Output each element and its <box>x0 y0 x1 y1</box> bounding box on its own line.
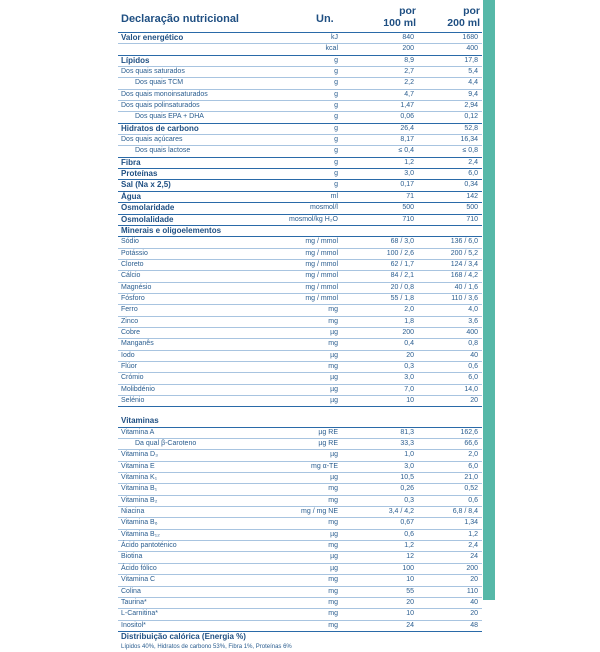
nutrient-unit: g <box>334 136 338 144</box>
nutrient-unit: µg <box>330 553 338 561</box>
table-row <box>118 237 482 248</box>
nutrient-name: Fibra <box>121 157 141 167</box>
value-per-100ml: 2,0 <box>404 306 414 314</box>
value-per-200ml: ≤ 0,8 <box>462 147 478 155</box>
nutrient-unit: mg <box>328 598 338 606</box>
table-row <box>118 507 482 518</box>
nutrient-name: Fósforo <box>121 294 145 302</box>
vitamin-rows <box>118 428 482 632</box>
nutrient-unit: µg RE <box>318 440 338 448</box>
value-per-100ml: 0,4 <box>404 340 414 348</box>
distribution-text: Lípidos 40%, Hidratos de carbono 53%, Fibra 1%, Proteínas 6% <box>121 644 292 651</box>
value-per-200ml: 48 <box>470 621 478 629</box>
table-row <box>118 180 482 191</box>
nutrient-name: Dos quais açúcares <box>121 136 183 144</box>
nutrient-name: Vitamina B₁₂ <box>121 530 160 538</box>
nutrient-unit: g <box>334 102 338 110</box>
nutrient-unit: mg <box>328 621 338 629</box>
nutrient-name: Proteínas <box>121 169 158 179</box>
table-row <box>118 44 482 55</box>
per-100ml-header: por 100 ml <box>383 5 416 29</box>
table-row <box>118 169 482 180</box>
macronutrient-rows <box>118 33 482 226</box>
value-per-100ml: 10 <box>406 576 414 584</box>
table-row <box>118 146 482 157</box>
value-per-100ml: 4,7 <box>404 90 414 98</box>
nutrient-unit: µg <box>330 474 338 482</box>
nutrient-name: Dos quais saturados <box>121 68 185 76</box>
package-edge-stripe <box>483 0 495 600</box>
value-per-100ml: 1,47 <box>400 102 414 110</box>
value-per-200ml: 21,0 <box>464 474 478 482</box>
value-per-200ml: 1680 <box>462 34 478 41</box>
table-row <box>118 112 482 123</box>
value-per-200ml: 9,4 <box>468 90 478 98</box>
nutrient-name: Dos quais polinsaturados <box>121 102 200 110</box>
nutrient-name: Da qual β-Caroteno <box>135 440 197 448</box>
value-per-200ml: 710 <box>466 215 478 223</box>
value-per-200ml: 168 / 4,2 <box>450 272 478 280</box>
distribution-title: Distribuição calórica (Energia %) <box>121 631 246 641</box>
table-row <box>118 192 482 203</box>
nutrient-name: Zinco <box>121 317 139 325</box>
nutrient-name: Niacina <box>121 508 145 516</box>
value-per-100ml: 10 <box>406 610 414 618</box>
table-row <box>118 305 482 316</box>
table-row <box>118 328 482 339</box>
nutrient-name: Iodo <box>121 351 135 359</box>
nutrient-unit: mg <box>328 362 338 370</box>
value-per-200ml: 500 <box>466 204 478 212</box>
table-title: Declaração nutricional <box>121 13 239 25</box>
nutrient-unit: mg <box>328 306 338 314</box>
value-per-200ml: 16,34 <box>460 136 478 144</box>
table-row <box>118 621 482 632</box>
value-per-100ml: 24 <box>406 621 414 629</box>
nutrient-name: Dos quais lactose <box>135 147 191 155</box>
value-per-200ml: 0,8 <box>468 340 478 348</box>
minerals-section-title: Minerais e oligoelementos <box>118 226 482 237</box>
nutrient-name: Cálcio <box>121 272 141 280</box>
nutrient-unit: kcal <box>325 45 338 53</box>
value-per-100ml: 1,2 <box>404 542 414 550</box>
nutrition-table <box>118 6 482 652</box>
nutrient-name: Sódio <box>121 238 139 246</box>
table-row <box>118 33 482 44</box>
nutrient-name: Dos quais monoinsaturados <box>121 90 208 98</box>
vitamins-section-title: Vitaminas <box>118 416 482 427</box>
value-per-200ml: 5,4 <box>468 68 478 76</box>
nutrient-unit: mg / mmol <box>305 294 338 302</box>
nutrient-unit: g <box>334 90 338 98</box>
value-per-200ml: 110 / 3,6 <box>451 294 478 302</box>
value-per-100ml: 84 / 2,1 <box>390 272 414 280</box>
value-per-100ml: 8,9 <box>404 56 414 64</box>
value-per-100ml: 33,3 <box>400 440 414 448</box>
value-per-200ml: 20 <box>470 397 478 404</box>
nutrient-name: Potássio <box>121 249 148 257</box>
value-per-200ml: 6,8 / 8,4 <box>452 508 478 516</box>
value-per-100ml: 1,2 <box>404 158 414 166</box>
table-row <box>118 530 482 541</box>
nutrient-name: Vitamina B₂ <box>121 496 158 504</box>
nutrient-name: Valor energético <box>121 33 184 42</box>
value-per-100ml: 1,0 <box>404 451 414 459</box>
table-row <box>118 496 482 507</box>
nutrient-unit: µg <box>330 397 338 404</box>
value-per-200ml: 200 / 5,2 <box>450 249 478 257</box>
nutrient-unit: µg <box>330 385 338 393</box>
nutrient-name: Colina <box>121 587 141 595</box>
nutrient-name: Ácido pantoténico <box>121 542 177 550</box>
unit-column-header: Un. <box>316 13 334 25</box>
value-per-200ml: 142 <box>466 192 478 200</box>
nutrient-unit: g <box>334 113 338 121</box>
table-row <box>118 203 482 214</box>
nutrient-unit: g <box>334 158 338 166</box>
table-row <box>118 351 482 362</box>
value-per-200ml: 2,4 <box>468 158 478 166</box>
table-row <box>118 450 482 461</box>
nutrient-unit: g <box>334 56 338 64</box>
table-row <box>118 67 482 78</box>
table-row <box>118 283 482 294</box>
nutrient-unit: mg <box>328 485 338 493</box>
table-row <box>118 541 482 552</box>
nutrient-name: Ácido fólico <box>121 564 157 572</box>
nutrient-unit: mg <box>328 317 338 325</box>
nutrient-name: Dos quais TCM <box>135 79 184 87</box>
value-per-100ml: 55 <box>406 587 414 595</box>
nutrient-unit: mg / mmol <box>305 260 338 268</box>
value-per-100ml: 12 <box>406 553 414 561</box>
table-row <box>118 518 482 529</box>
value-per-100ml: 200 <box>402 45 414 53</box>
nutrient-name: Biotina <box>121 553 143 561</box>
table-row <box>118 462 482 473</box>
value-per-100ml: 1,8 <box>404 317 414 325</box>
value-per-100ml: 0,17 <box>400 181 414 189</box>
value-per-100ml: 81,3 <box>400 428 414 436</box>
value-per-100ml: ≤ 0,4 <box>398 147 414 155</box>
table-row <box>118 587 482 598</box>
value-per-100ml: 26,4 <box>400 124 414 132</box>
value-per-200ml: 6,0 <box>468 170 478 178</box>
nutrient-unit: mg / mmol <box>305 249 338 257</box>
nutrient-name: Água <box>121 191 141 201</box>
nutrient-unit: µg <box>330 351 338 359</box>
value-per-200ml: 110 <box>466 587 478 595</box>
nutrient-name: Dos quais EPA + DHA <box>135 113 204 121</box>
value-per-100ml: 710 <box>402 215 414 223</box>
value-per-200ml: 24 <box>470 553 478 561</box>
nutrient-name: Osmolaridade <box>121 203 175 213</box>
mineral-rows <box>118 237 482 407</box>
nutrient-name: Flúor <box>121 362 137 370</box>
table-header <box>118 6 482 33</box>
table-row <box>118 339 482 350</box>
value-per-200ml: 0,12 <box>464 113 478 121</box>
nutrient-unit: ml <box>330 192 338 200</box>
value-per-200ml: 40 / 1,6 <box>454 283 478 291</box>
table-row <box>118 385 482 396</box>
nutrient-name: Vitamina C <box>121 576 156 584</box>
nutrient-unit: mg α-TE <box>311 462 338 470</box>
value-per-100ml: 55 / 1,8 <box>390 294 414 302</box>
table-row <box>118 135 482 146</box>
value-per-200ml: 6,0 <box>468 462 478 470</box>
nutrient-name: Vitamina D₃ <box>121 451 158 459</box>
nutrient-unit: mg <box>328 576 338 584</box>
nutrient-name: Taurina* <box>121 598 147 606</box>
value-per-100ml: 3,0 <box>404 374 414 382</box>
value-per-100ml: 10,5 <box>400 474 414 482</box>
nutrient-unit: mosmol/kg H₂O <box>288 215 338 223</box>
value-per-200ml: 124 / 3,4 <box>450 260 478 268</box>
nutrient-name: Vitamina E <box>121 462 155 470</box>
nutrient-name: Crómio <box>121 374 144 382</box>
value-per-100ml: 3,4 / 4,2 <box>388 508 414 516</box>
value-per-200ml: 20 <box>470 610 478 618</box>
value-per-100ml: 100 / 2,6 <box>386 249 414 257</box>
value-per-100ml: 8,17 <box>400 136 414 144</box>
nutrient-name: Hidratos de carbono <box>121 123 199 133</box>
nutrient-unit: g <box>334 124 338 132</box>
nutrient-name: Magnésio <box>121 283 152 291</box>
value-per-100ml: 0,6 <box>404 530 414 538</box>
value-per-100ml: 840 <box>402 34 414 41</box>
table-row <box>118 473 482 484</box>
nutrient-unit: mg / mmol <box>305 238 338 246</box>
nutrient-name: Vitamina K₁ <box>121 474 158 482</box>
table-row <box>118 294 482 305</box>
nutrient-unit: µg <box>330 374 338 382</box>
nutrient-unit: g <box>334 147 338 155</box>
table-row <box>118 609 482 620</box>
value-per-200ml: 20 <box>470 576 478 584</box>
value-per-100ml: 68 / 3,0 <box>390 238 414 246</box>
nutrient-name: Lípidos <box>121 55 150 65</box>
table-row <box>118 271 482 282</box>
value-per-100ml: 0,06 <box>400 113 414 121</box>
value-per-200ml: 2,0 <box>468 451 478 459</box>
table-row <box>118 158 482 169</box>
value-per-200ml: 1,34 <box>464 519 478 527</box>
table-row <box>118 484 482 495</box>
value-per-200ml: 200 <box>466 564 478 572</box>
nutrient-unit: g <box>334 68 338 76</box>
table-row <box>118 78 482 89</box>
value-per-100ml: 10 <box>406 397 414 404</box>
nutrient-name: Selénio <box>121 397 145 404</box>
value-per-200ml: 52,8 <box>464 124 478 132</box>
table-row <box>118 428 482 439</box>
value-per-200ml: 3,6 <box>468 317 478 325</box>
nutrient-unit: g <box>334 170 338 178</box>
nutrient-unit: kJ <box>331 34 338 41</box>
value-per-100ml: 0,26 <box>400 485 414 493</box>
nutrient-unit: mg <box>328 542 338 550</box>
nutrient-unit: mg <box>328 587 338 595</box>
nutrient-name: L-Carnitina* <box>121 610 158 618</box>
table-row <box>118 575 482 586</box>
nutrient-unit: mg <box>328 340 338 348</box>
value-per-100ml: 200 <box>402 328 414 336</box>
value-per-100ml: 71 <box>406 192 414 200</box>
table-row <box>118 564 482 575</box>
value-per-200ml: 66,6 <box>464 440 478 448</box>
value-per-200ml: 17,8 <box>464 56 478 64</box>
nutrient-name: Vitamina A <box>121 428 155 436</box>
nutrient-unit: µg RE <box>318 428 338 436</box>
value-per-100ml: 20 <box>406 351 414 359</box>
table-row <box>118 373 482 384</box>
nutrient-unit: mg / mmol <box>305 272 338 280</box>
value-per-100ml: 7,0 <box>404 385 414 393</box>
nutrient-name: Ferro <box>121 306 138 314</box>
table-row <box>118 552 482 563</box>
nutrient-unit: g <box>334 181 338 189</box>
nutrient-name: Cobre <box>121 328 141 336</box>
nutrient-unit: µg <box>330 328 338 336</box>
nutrient-unit: g <box>334 79 338 87</box>
value-per-200ml: 2,94 <box>464 102 478 110</box>
value-per-200ml: 2,4 <box>468 542 478 550</box>
value-per-200ml: 40 <box>470 598 478 606</box>
table-row <box>118 260 482 271</box>
value-per-200ml: 6,0 <box>468 374 478 382</box>
value-per-100ml: 62 / 1,7 <box>390 260 414 268</box>
value-per-100ml: 0,3 <box>404 362 414 370</box>
value-per-200ml: 4,4 <box>468 79 478 87</box>
value-per-200ml: 400 <box>466 45 478 53</box>
nutrient-name: Inositol* <box>121 621 146 629</box>
nutrient-unit: mg <box>328 519 338 527</box>
table-row <box>118 439 482 450</box>
nutrient-unit: µg <box>330 451 338 459</box>
value-per-100ml: 2,2 <box>404 79 414 87</box>
value-per-200ml: 0,52 <box>464 485 478 493</box>
nutrient-unit: µg <box>330 530 338 538</box>
nutrient-unit: mg / mmol <box>305 283 338 291</box>
nutrient-unit: mosmol/l <box>309 204 338 212</box>
table-row <box>118 249 482 260</box>
nutrient-unit: mg <box>328 610 338 618</box>
table-row <box>118 124 482 135</box>
table-row <box>118 396 482 407</box>
value-per-100ml: 0,67 <box>400 519 414 527</box>
nutrient-name: Molibdénio <box>121 385 155 393</box>
value-per-100ml: 20 / 0,8 <box>390 283 414 291</box>
value-per-200ml: 0,6 <box>468 496 478 504</box>
nutrient-name: Sal (Na x 2,5) <box>121 180 171 190</box>
value-per-200ml: 40 <box>470 351 478 359</box>
nutrient-unit: mg <box>328 496 338 504</box>
value-per-100ml: 3,0 <box>404 462 414 470</box>
value-per-200ml: 136 / 6,0 <box>450 238 478 246</box>
value-per-100ml: 3,0 <box>404 170 414 178</box>
value-per-100ml: 100 <box>402 564 414 572</box>
value-per-100ml: 2,7 <box>404 68 414 76</box>
value-per-200ml: 4,0 <box>468 306 478 314</box>
nutrient-unit: mg / mg NE <box>301 508 338 516</box>
per-200ml-header: por 200 ml <box>447 5 480 29</box>
value-per-200ml: 14,0 <box>464 385 478 393</box>
table-row <box>118 101 482 112</box>
table-row <box>118 317 482 328</box>
value-per-200ml: 0,34 <box>464 181 478 189</box>
value-per-200ml: 1,2 <box>468 530 478 538</box>
value-per-100ml: 0,3 <box>404 496 414 504</box>
nutrient-name: Vitamina B₁ <box>121 485 158 493</box>
value-per-100ml: 500 <box>402 204 414 212</box>
value-per-200ml: 400 <box>466 328 478 336</box>
table-row <box>118 215 482 226</box>
value-per-200ml: 0,6 <box>468 362 478 370</box>
table-row <box>118 362 482 373</box>
value-per-100ml: 20 <box>406 598 414 606</box>
nutrient-name: Vitamina B₆ <box>121 519 158 527</box>
nutrient-unit: µg <box>330 564 338 572</box>
nutrient-name: Manganês <box>121 340 154 348</box>
nutrient-name: Osmolalidade <box>121 214 174 224</box>
nutrient-name: Cloreto <box>121 260 144 268</box>
table-row <box>118 56 482 67</box>
table-row <box>118 90 482 101</box>
value-per-200ml: 162,6 <box>460 428 478 436</box>
